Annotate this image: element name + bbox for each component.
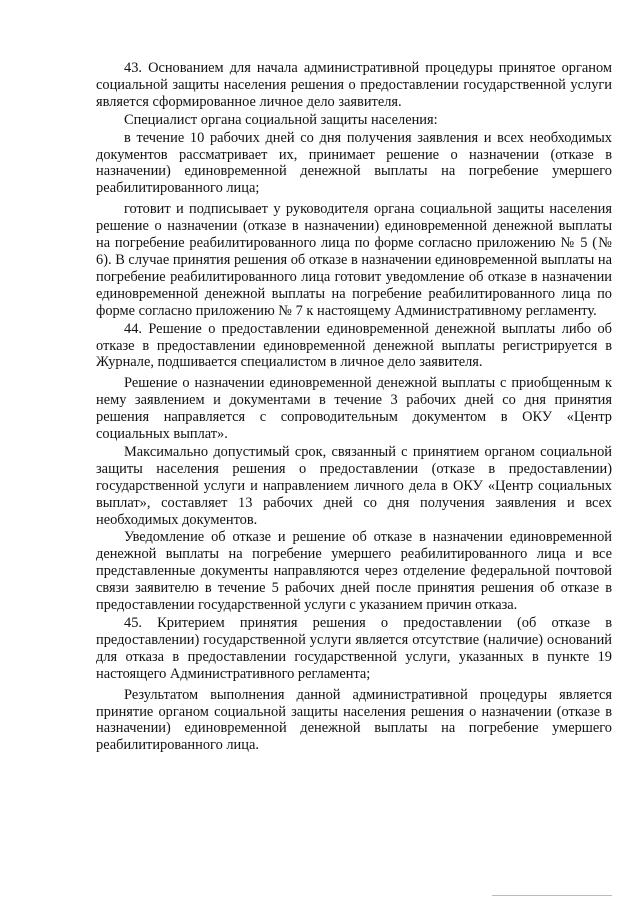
- paragraph-specialist: Специалист органа социальной защиты населения:: [124, 111, 438, 128]
- paragraph-max-term: Максимально допустимый срок, связанный с принятием органом социальной защиты населения решения о предоставлении (отказе в предоставлении) государственной услуги и направлением личного дела в ОКУ «Центр социальных выплат», составляет 13 рабочих дней со дня получения заявления и всех необходимых документов.: [96, 443, 612, 528]
- paragraph-decision-sent: Решение о назначении единовременной денежной выплаты с приобщенным к нему заявлением и документами в течение 3 рабочих дней со дня принятия решения направляется с сопроводительным документом в ОКУ «Центр социальных выплат».: [96, 375, 612, 443]
- paragraph-review-term: в течение 10 рабочих дней со дня получения заявления и всех необходимых документов рассматривает их, принимает решение о назначении (отказе в назначении) единовременной денежной выплаты на погребение умершего реабилитированного лица;: [96, 129, 612, 197]
- paragraph-refusal-notice: Уведомление об отказе и решение об отказе в назначении единовременной денежной выплаты на погребение умершего реабилитированного лица и все представленные документы направляются через отделение федеральной почтовой связи заявителю в течение 5 рабочих дней после принятия решения об отказе в предоставлении государственной услуги с указанием причин отказа.: [96, 529, 612, 614]
- paragraph-45: 45. Критерием принятия решения о предоставлении (об отказе в предоставлении) государственной услуги является отсутствие (наличие) оснований для отказа в предоставлении государственной услуги, указанных в пункте 19 настоящего Административного регламента;: [96, 615, 612, 682]
- paragraph-43: 43. Основанием для начала административной процедуры принятое органом социальной защиты населения решения о предоставлении государственной услуги является сформированное личное дело заявителя.: [96, 60, 612, 110]
- paragraph-44: 44. Решение о предоставлении единовременной денежной выплаты либо об отказе в предоставлении единовременной денежной выплаты регистрируется в Журнале, подшивается специалистом в личное дело заявителя.: [96, 320, 612, 371]
- paragraph-prepare-decision: готовит и подписывает у руководителя органа социальной защиты населения решение о назначении (отказе в назначении) единовременной денежной выплаты на погребение реабилитированного лица по форме согласно приложению № 5 (№ 6). В случае принятия решения об отказе в назначении единовременной выплаты на погребение реабилитированного лица готовит уведомление об отказе в назначении единовременной денежной выплаты на погребение реабилитированного лица по форме согласно приложению № 7 к настоящему Административному регламенту.: [96, 201, 612, 319]
- scan-edge-mark: [492, 895, 612, 896]
- paragraph-result: Результатом выполнения данной административной процедуры является принятие органом социальной защиты населения решения о назначении (отказе в назначении) единовременной денежной выплаты на погребение умершего реабилитированного лица.: [96, 686, 612, 754]
